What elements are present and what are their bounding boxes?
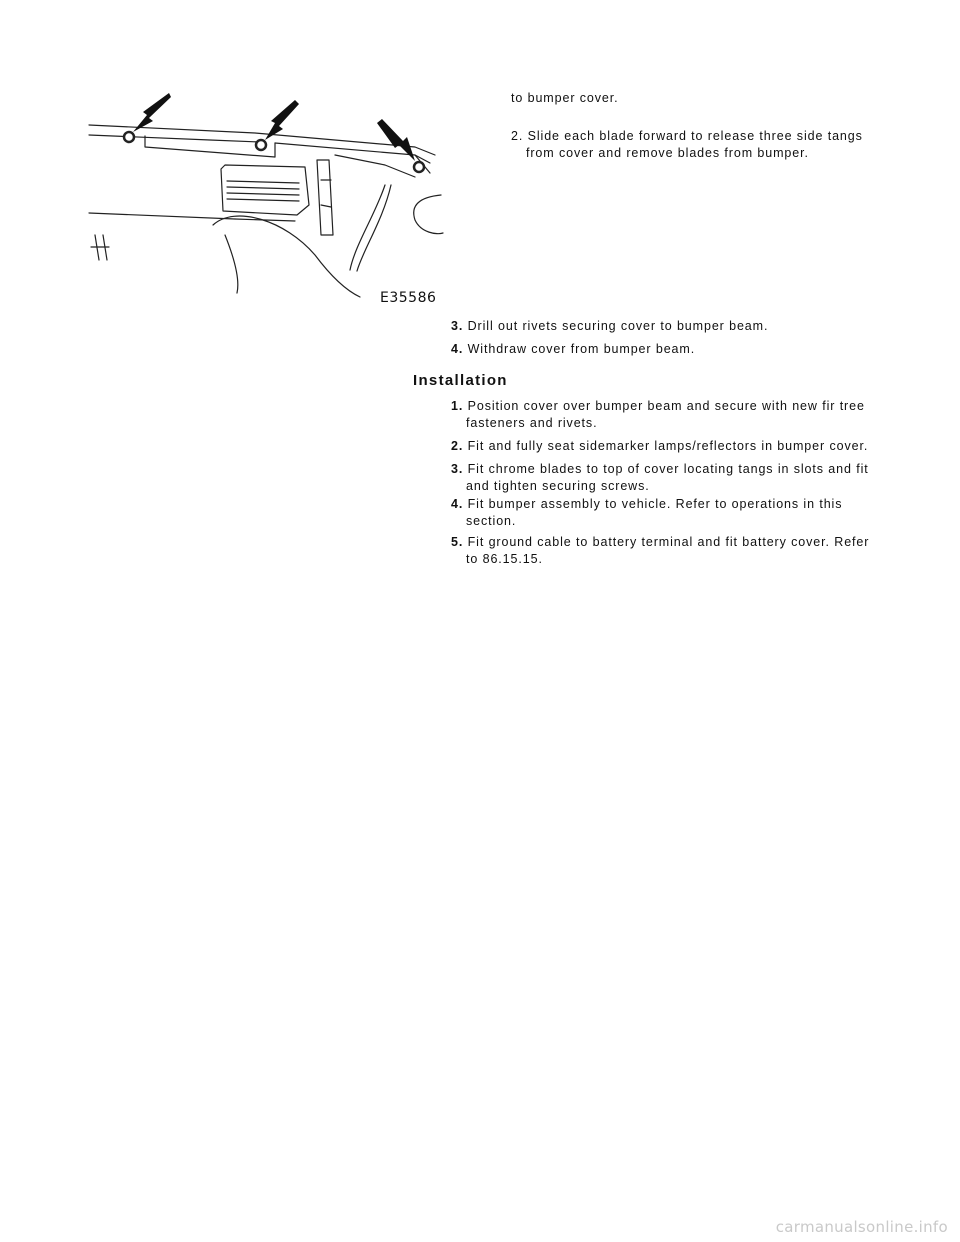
step2-line1 <box>511 128 863 145</box>
bumper-cover-illustration <box>85 85 445 307</box>
step-text-line2: fasteners and rivets. <box>466 416 598 430</box>
step-number: 3. <box>451 462 464 476</box>
step-text: Drill out rivets securing cover to bumper beam. <box>467 319 769 333</box>
figure-label: E35586 <box>380 290 437 306</box>
step-text-line1: Fit bumper assembly to vehicle. Refer to operations in this <box>467 497 843 511</box>
installation-step-5 <box>451 534 881 568</box>
step-number: 4. <box>451 342 464 356</box>
removal-step-3 <box>451 318 881 335</box>
step-text-line1: Fit chrome blades to top of cover locating tangs in slots and fit <box>467 462 869 476</box>
step-text: Withdraw cover from bumper beam. <box>467 342 696 356</box>
step-number: 1. <box>451 399 464 413</box>
removal-step-4 <box>451 341 881 358</box>
step-text-line1: Fit ground cable to battery terminal and fit battery cover. Refer <box>467 535 870 549</box>
step-text-line1: Fit and fully seat sidemarker lamps/reflectors in bumper cover. <box>467 439 869 453</box>
step2-number: 2. <box>511 129 524 143</box>
step1-continuation: to bumper cover. <box>511 91 619 105</box>
step-text-line2: section. <box>466 514 517 528</box>
installation-step-3 <box>451 461 881 495</box>
step-number: 5. <box>451 535 464 549</box>
section-heading-installation: Installation <box>413 372 508 389</box>
step-number: 4. <box>451 497 464 511</box>
step-text-line2: and tighten securing screws. <box>466 479 650 493</box>
step-text-line2: to 86.15.15. <box>466 552 543 566</box>
step2-text: Slide each blade forward to release three side tangs <box>527 129 863 143</box>
installation-step-4 <box>451 496 881 530</box>
step2-line2: from cover and remove blades from bumper. <box>526 146 809 160</box>
step-number: 2. <box>451 439 464 453</box>
installation-step-1 <box>451 398 881 432</box>
watermark-link[interactable]: carmanualsonline.info <box>775 1218 948 1236</box>
step-number: 3. <box>451 319 464 333</box>
installation-step-2 <box>451 438 881 455</box>
step-text-line1: Position cover over bumper beam and secure with new fir tree <box>467 399 865 413</box>
